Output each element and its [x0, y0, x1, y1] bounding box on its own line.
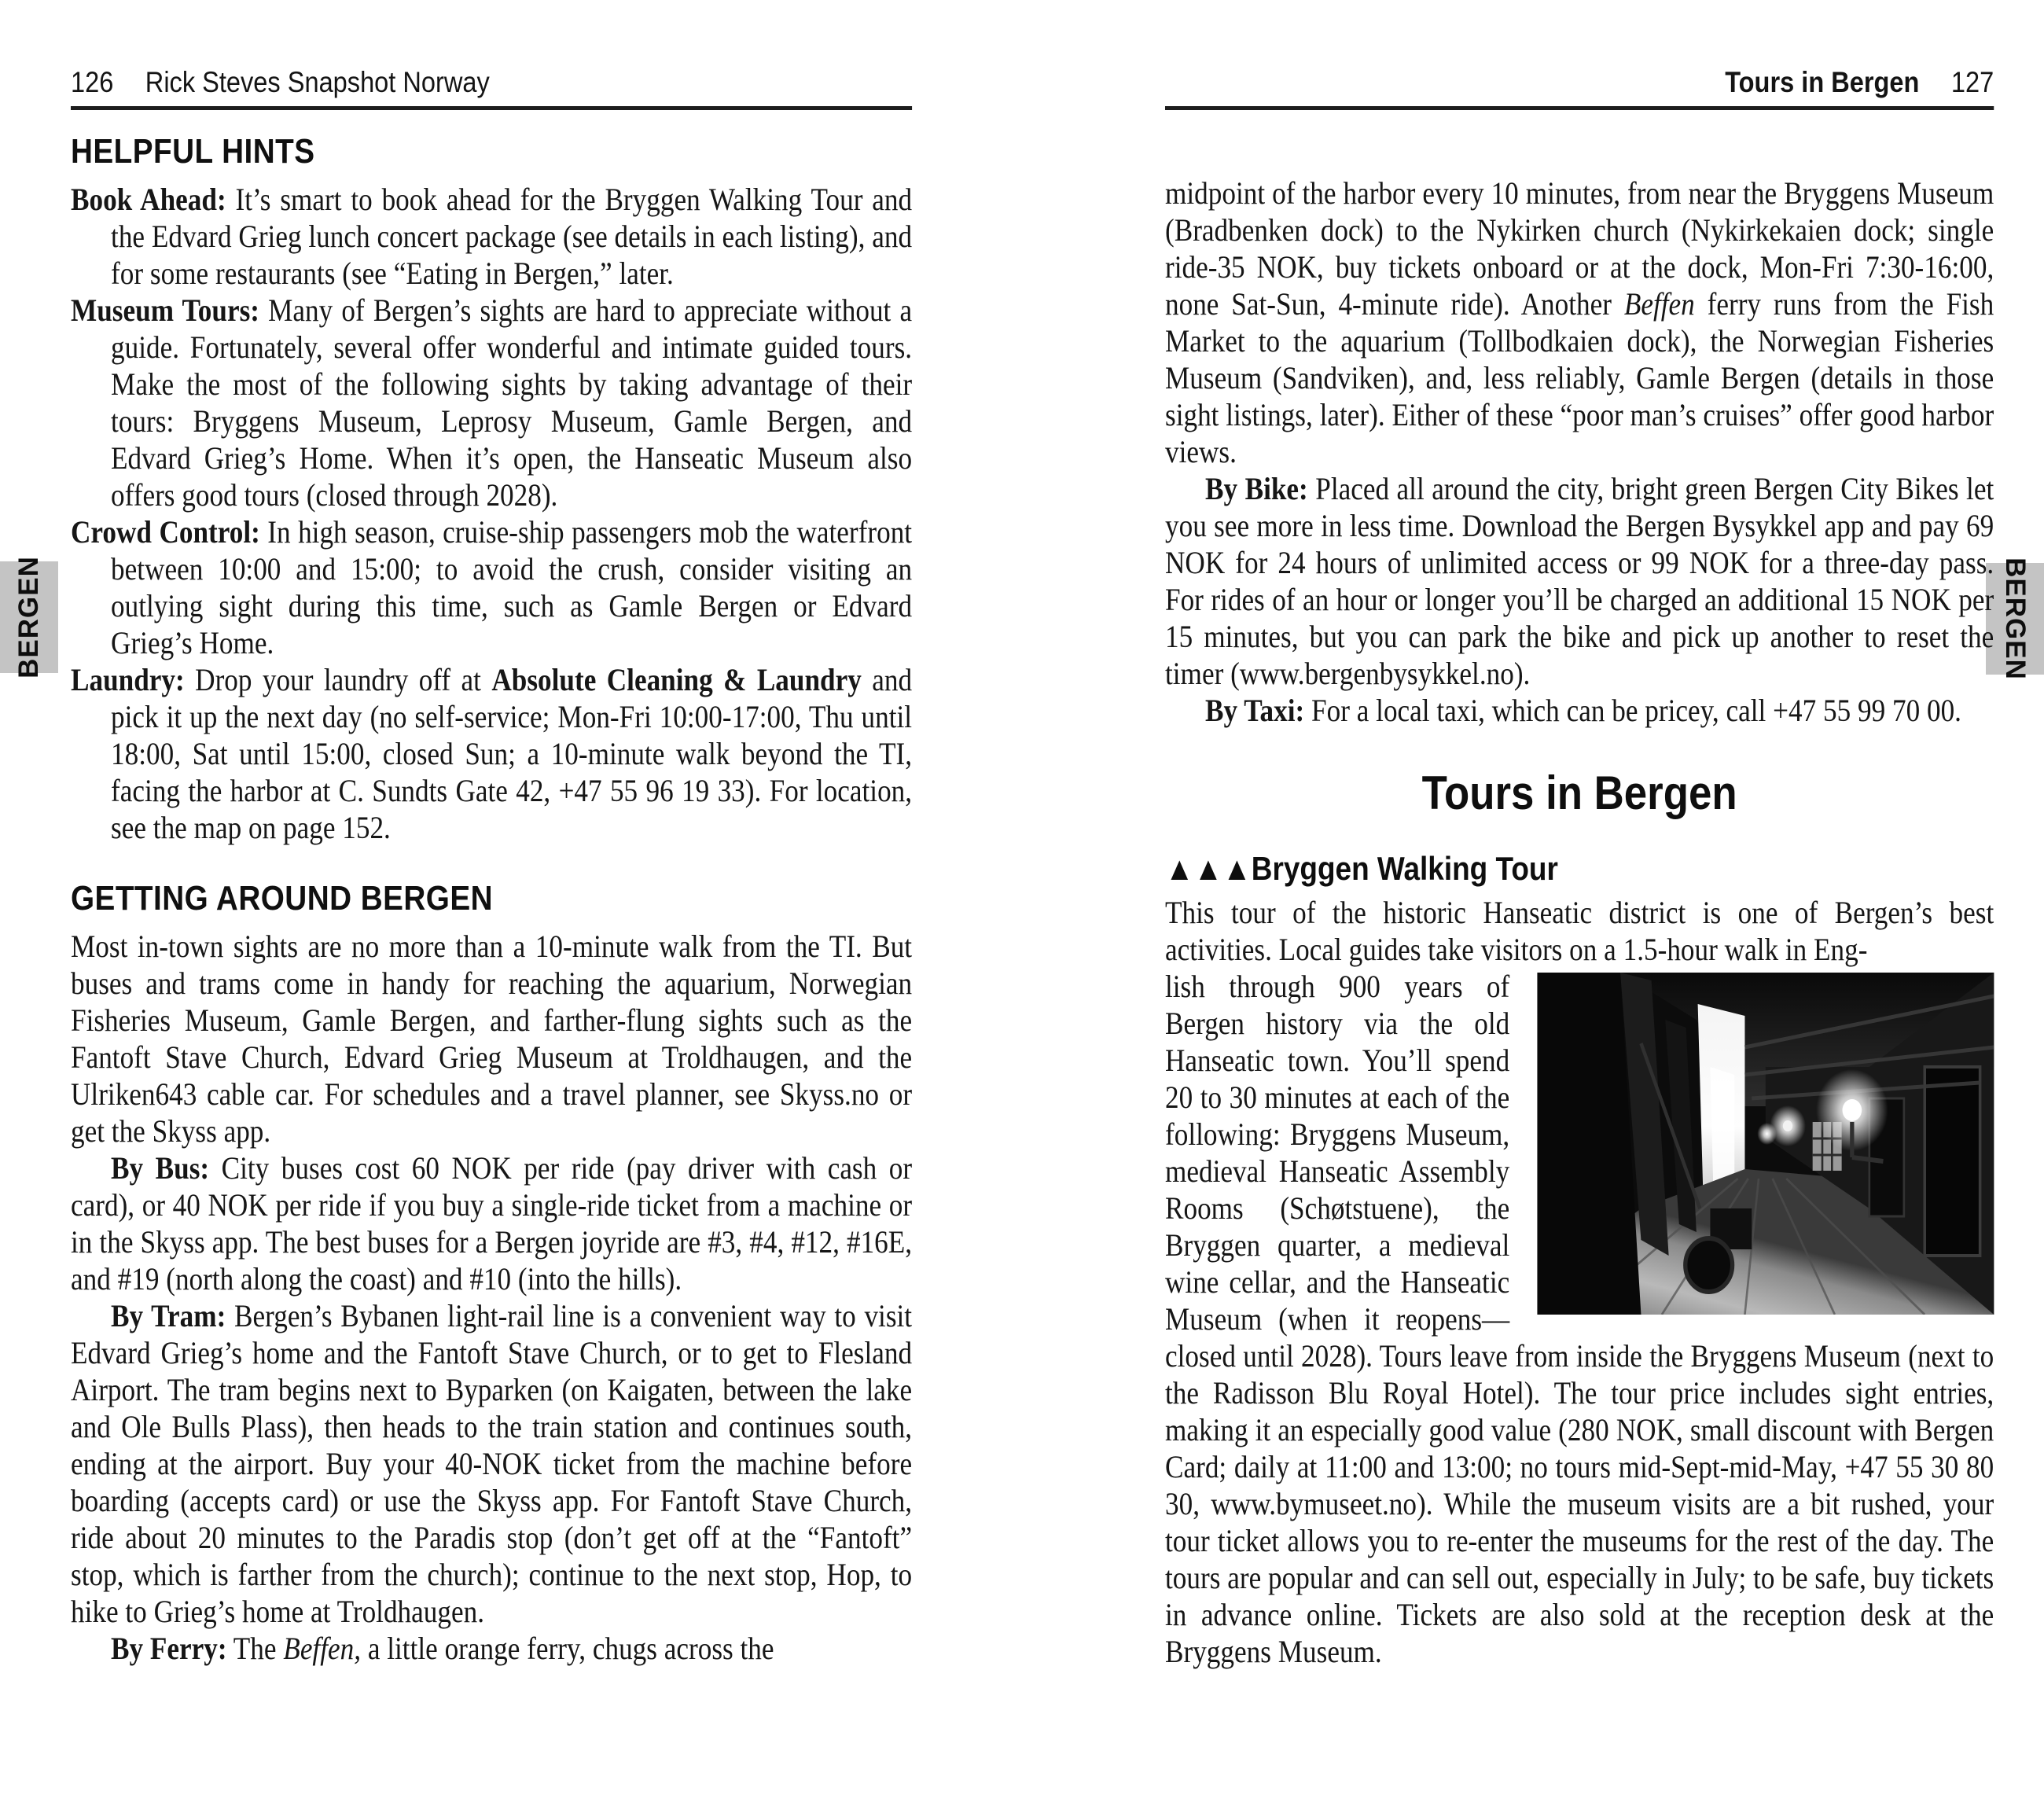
bergen-chapter-tab-left	[0, 556, 58, 679]
page-number: 127	[1950, 66, 1994, 98]
rating-triangles-icon: ▲▲▲	[1165, 850, 1252, 887]
paragraph-tour-details: lish through 900 years of Bergen history via the old Hanseatic town. You’ll spend 20 to 30 minutes at each of the following: Bryggens Museum, medieval Hanseatic Assembly Rooms (Schøtstuene), the Bryggen quarter, a medieval wine cellar, and the Hanseatic Museum (when it reopens—closed until 2028). Tours leave from inside the Bryggens Museum (next to the Radisson Blu Royal Hotel). The tour price includes sight entries, making it an especially good value (280 NOK, small discount with Bergen Card; daily at 11:00 and 13:00; no tours mid-Sept-mid-May, +47 55 30 80 30, www.bymuseet.no). While the museum visits are a bit rushed, your tour ticket allows you to re-enter the museums for the rest of the day. The tours are popular and can sell out, especially in July; to be safe, buy tickets in advance online. Tickets are also sold at the reception desk at the Bryggens Museum.	[1165, 969, 1994, 1670]
paragraph-book-ahead: Book Ahead: It’s smart to book ahead for the Bryggen Walking Tour and the Edvard Grieg lunch concert package (see details in each listing), and for some restaurants (see “Eating in Bergen,” later.	[71, 182, 913, 292]
page-number: 126	[71, 66, 114, 98]
bergen-tab-label: BERGEN	[13, 556, 44, 679]
paragraph-tour-intro: This tour of the historic Hanseatic district is one of Bergen’s best activities. Local guides take visitors on a 1.5-hour walk in Eng-	[1165, 895, 1994, 968]
paragraph-by-bike: By Bike: Placed all around the city, bright green Bergen City Bikes let you see more in less time. Download the Bergen Bysykkel app and pay 69 NOK for 24 hours of unlimited access or 99 NOK for a three-day pass. For rides of an hour or longer you’ll be charged an additional 15 NOK per 15 minutes, but you can park the bike and pick up another to reset the timer (www.bergenbysykkel.no).	[1165, 471, 1994, 691]
paragraph-crowd-control: Crowd Control: In high season, cruise-ship passengers mob the waterfront between 10:00 and 15:00; to avoid the crush, consider visiting an outlying sight during this time, such as Gamle Bergen or Edvard Grieg’s Home.	[71, 514, 913, 661]
paragraph-by-tram: By Tram: Bergen’s Bybanen light-rail line is a convenient way to visit Edvard Grieg’s home and the Fantoft Stave Church, or to get to Flesland Airport. The tram begins next to Byparken (on Kaigaten, between the lake and Ole Bulls Plass), then heads to the train station and continues south, ending at the airport. Buy your 40-NOK ticket from the machine before boarding (accepts card) or use the Skyss app. For Fantoft Stave Church, ride about 20 minutes to the Paradis stop (don’t get off at the “Fantoft” stop, which is farther from the church); continue to the next stop, Hop, to hike to Grieg’s home at Troldhaugen.	[71, 1298, 913, 1630]
tour-title: Bryggen Walking Tour	[1251, 850, 1558, 887]
page-right	[1165, 0, 1994, 1670]
running-head-book-title: Rick Steves Snapshot Norway	[145, 66, 490, 98]
section-heading-helpful-hints: HELPFUL HINTS	[71, 132, 315, 171]
chapter-heading-tours-in-bergen: Tours in Bergen	[1421, 767, 1737, 819]
bergen-tab-label: BERGEN	[2000, 557, 2031, 680]
paragraph-by-taxi: By Taxi: For a local taxi, which can be pricey, call +47 55 99 70 00.	[1205, 693, 1961, 728]
page-right-header	[1165, 0, 1994, 97]
page-left	[71, 0, 912, 1667]
header-rule	[71, 106, 912, 110]
paragraph-laundry: Laundry: Drop your laundry off at Absolute Cleaning & Laundry and pick it up the next day (no self-service; Mon-Fri 10:00-17:00, Thu until 18:00, Sat until 15:00, closed Sun; a 10-minute walk beyond the TI, facing the harbor at C. Sundts Gate 42, +47 55 96 19 33). For location, see the map on page 152.	[71, 662, 913, 846]
bryggen-alley-photo	[1537, 973, 1994, 1315]
page-left-header	[71, 0, 912, 97]
page-right-content	[1165, 110, 1994, 1670]
paragraph-by-ferry: By Ferry: The Beffen, a little orange ferry, chugs across the	[111, 1631, 774, 1667]
section-heading-getting-around: GETTING AROUND BERGEN	[71, 879, 493, 918]
bergen-chapter-tab-right	[1986, 557, 2044, 680]
paragraph-by-bus: By Bus: City buses cost 60 NOK per ride (pay driver with cash or card), or 40 NOK per ride if you buy a single-ride ticket from a machine or in the Skyss app. The best buses for a Bergen joyride are #3, #4, #12, #16E, and #19 (north along the coast) and #10 (into the hills).	[71, 1150, 913, 1297]
bryggen-alley-photo-art	[1537, 973, 1994, 1315]
subheading-bryggen-walking-tour	[1165, 851, 1994, 886]
paragraph-museum-tours: Museum Tours: Many of Bergen’s sights are hard to appreciate without a guide. Fortunately, several offer wonderful and intimate guided tours. Make the most of the following sights by taking advantage of their tours: Bryggens Museum, Leprosy Museum, Gamle Bergen, and Edvard Grieg’s Home. When it’s open, the Hanseatic Museum also offers good tours (closed through 2028).	[71, 292, 913, 513]
tour-body-with-photo	[1165, 968, 1994, 1670]
page-left-content	[71, 134, 912, 1667]
running-head-section-title: Tours in Bergen	[1725, 66, 1920, 98]
paragraph-ferry-continuation: midpoint of the harbor every 10 minutes, from near the Bryggens Museum (Bradbenken dock) to the Nykirken church (Nykirkekaien dock; single ride-35 NOK, buy tickets onboard or at the dock, Mon-Fri 7:30-16:00, none Sat-Sun, 4-minute ride). Another Beffen ferry runs from the Fish Market to the aquarium (Tollbodkaien dock), the Norwegian Fisheries Museum (Sandviken), and, less reliably, Gamle Bergen (details in those sight listings, later). Either of these “poor man’s cruises” offer good harbor views.	[1165, 175, 1994, 469]
paragraph-getting-around-intro: Most in-town sights are no more than a 10-minute walk from the TI. But buses and trams come in handy for reaching the aquarium, Norwegian Fisheries Museum, Gamle Bergen, and farther-flung sights such as the Fantoft Stave Church, Edvard Grieg Museum at Troldhaugen, and the Ulriken643 cable car. For schedules and a travel planner, see Skyss.no or get the Skyss app.	[71, 929, 913, 1149]
